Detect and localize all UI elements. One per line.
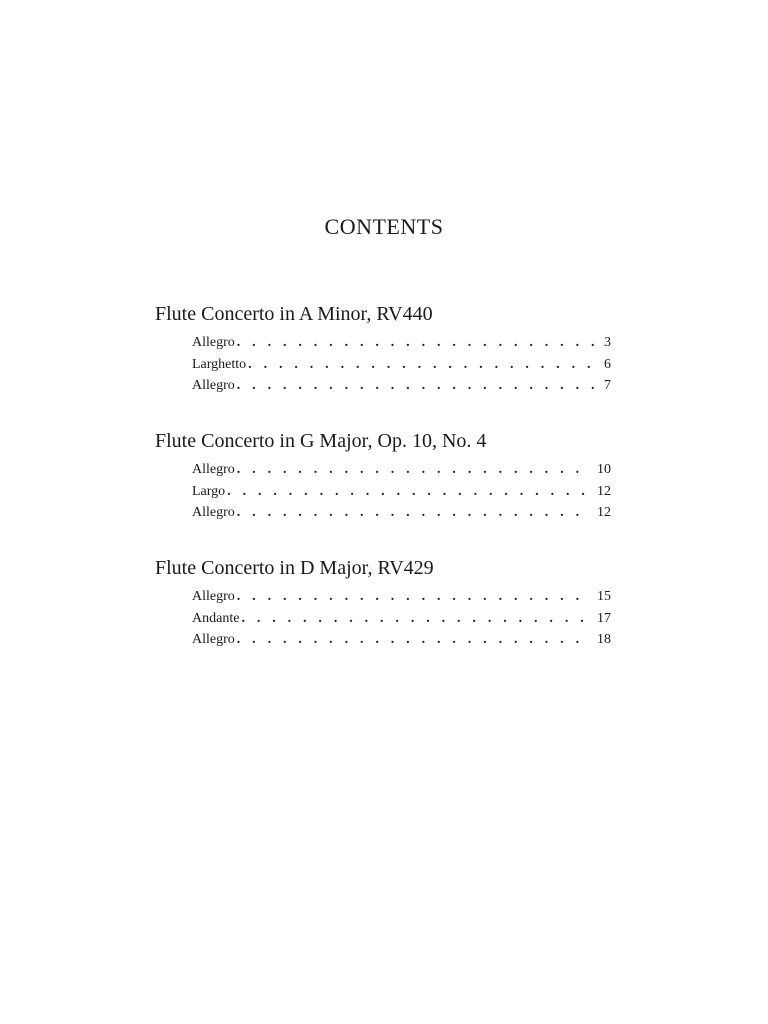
page-number: 3 xyxy=(604,335,611,350)
dot-leader xyxy=(241,608,591,630)
toc-entries xyxy=(155,332,611,397)
toc-entry xyxy=(192,481,611,503)
movement-name: Largo xyxy=(192,483,226,499)
dot-leader xyxy=(248,354,595,376)
page-number: 7 xyxy=(604,378,611,393)
section-heading: Flute Concerto in D Major, RV429 xyxy=(155,557,434,579)
toc-entries xyxy=(155,459,611,524)
dot-leader xyxy=(237,375,595,397)
toc-entry xyxy=(192,608,611,630)
movement-name: Allegro xyxy=(192,589,235,604)
dot-leader xyxy=(237,502,591,524)
movement-name: Allegro xyxy=(192,378,235,393)
page-number: 17 xyxy=(597,610,611,626)
toc-entry xyxy=(192,629,611,651)
dot-leader xyxy=(237,629,591,651)
toc-entry xyxy=(192,502,611,524)
toc-section xyxy=(155,429,615,524)
section-heading: Flute Concerto in A Minor, RV440 xyxy=(155,303,433,325)
page-number: 15 xyxy=(597,589,611,604)
section-heading: Flute Concerto in G Major, Op. 10, No. 4 xyxy=(155,430,487,452)
movement-name: Allegro xyxy=(192,335,235,350)
movement-name: Larghetto xyxy=(192,356,247,372)
page-number: 12 xyxy=(597,483,611,499)
dot-leader xyxy=(237,586,591,608)
dot-leader xyxy=(227,481,591,503)
toc-entry xyxy=(192,375,611,397)
movement-name: Allegro xyxy=(192,632,235,647)
toc-section xyxy=(155,302,615,397)
toc-entry xyxy=(192,586,611,608)
page-number: 10 xyxy=(597,462,611,477)
movement-name: Allegro xyxy=(192,462,235,477)
page-number: 12 xyxy=(597,505,611,520)
toc-entries xyxy=(155,586,611,651)
page-number: 18 xyxy=(597,632,611,647)
page-title: CONTENTS xyxy=(324,214,444,239)
toc-entry xyxy=(192,354,611,376)
movement-name: Andante xyxy=(192,610,240,626)
movement-name: Allegro xyxy=(192,505,235,520)
toc-section xyxy=(155,556,615,651)
page-number: 6 xyxy=(604,356,611,372)
dot-leader xyxy=(237,332,595,354)
toc-entry xyxy=(192,459,611,481)
toc-entry xyxy=(192,332,611,354)
dot-leader xyxy=(237,459,591,481)
